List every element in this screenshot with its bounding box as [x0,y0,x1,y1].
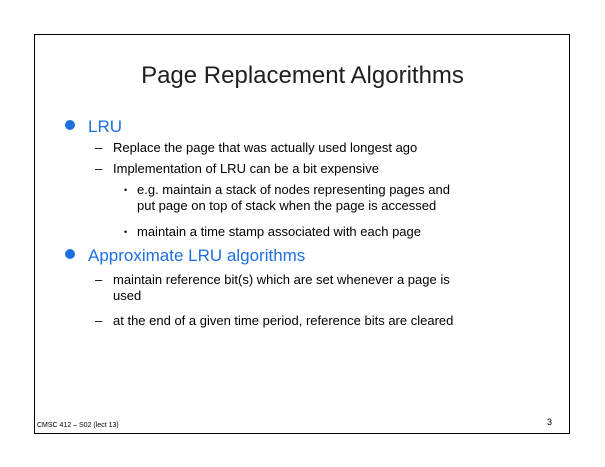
list-item-text: at the end of a given time period, reference bits are cleared [113,313,454,328]
sub-list-item-text: e.g. maintain a stack of nodes representing pages and [137,182,450,197]
dash-marker: – [95,313,103,328]
sub-list-item-continuation: put page on top of stack when the page is accessed [137,198,437,213]
bullet-dot-icon [65,249,75,259]
section-approximate-lru [65,246,305,266]
list-item-text: Implementation of LRU can be a bit expensive [113,161,379,176]
list-item-text: Replace the page that was actually used longest ago [113,140,418,155]
footer-course-label: CMSC 412 – S02 (lect 13) [37,422,119,429]
list-item-text: maintain reference bit(s) which are set whenever a page is [113,272,450,287]
list-item-continuation: used [113,288,142,303]
section-lru [65,117,122,137]
bullet-marker: • [124,227,128,237]
slide-title: Page Replacement Algorithms [141,62,464,89]
dash-marker: – [95,272,103,287]
section-heading: Approximate LRU algorithms [88,246,306,265]
bullet-dot-icon [65,120,75,130]
bullet-marker: • [124,185,128,195]
dash-marker: – [95,140,103,155]
dash-marker: – [95,161,103,176]
section-heading: LRU [88,117,123,136]
page-number: 3 [547,417,553,427]
sub-list-item-text: maintain a time stamp associated with each page [137,224,421,239]
